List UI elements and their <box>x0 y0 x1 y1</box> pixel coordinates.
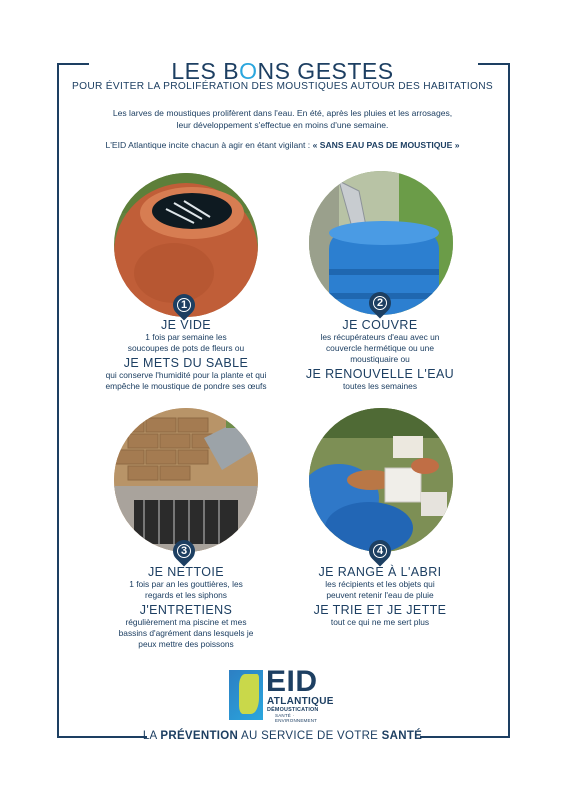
step-4-subheading: JE TRIE ET JE JETTE <box>313 603 447 617</box>
step-2-text <box>280 318 480 392</box>
step-2-description: les récupérateurs d'eau avec un couvercle hermétique ou une moustiquaire ou <box>320 332 440 364</box>
tagline-la: LA <box>142 730 161 742</box>
step-4-text <box>280 565 480 628</box>
step-3-heading: JE NETTOIE <box>147 565 224 579</box>
step-1-detail: qui conserve l'humidité pour la plante et qui empêche le moustique de pondre ses œufs <box>105 370 267 391</box>
step-2-detail: toutes les semaines <box>342 381 418 391</box>
frame-left-border <box>57 63 59 738</box>
call-to-action <box>60 140 505 150</box>
storage-illustration <box>309 408 453 552</box>
title-highlight-letter: O <box>239 58 258 84</box>
step-4-description: les récipients et les objets qui peuvent retenir l'eau de pluie <box>325 579 435 600</box>
title-prefix: LES B <box>171 58 240 84</box>
logo-sante-text: SANTÉ · ENVIRONNEMENT <box>275 713 318 723</box>
call-text: L'EID Atlantique incite chacun à agir en étant vigilant : <box>105 140 313 150</box>
step-1-subheading: JE METS DU SABLE <box>123 356 249 370</box>
intro-text: Les larves de moustiques prolifèrent dans l'eau. En été, après les pluies et les arrosages, leur développement s'effectue en moins d'une semaine. <box>112 108 453 130</box>
step-4-detail: tout ce qui ne me sert plus <box>330 617 430 627</box>
slogan: « SANS EAU PAS DE MOUSTIQUE » <box>312 140 460 150</box>
step-2-badge <box>364 287 395 318</box>
step-3-detail: régulièrement ma piscine et mes bassins d'agrément dans lesquels je peux mettre des poissons <box>118 617 254 649</box>
step-1-badge <box>168 289 199 320</box>
storage-photo <box>309 408 453 552</box>
tagline-prevention: PRÉVENTION <box>160 730 239 742</box>
tagline-sante: SANTÉ <box>381 730 423 742</box>
step-1-heading: JE VIDE <box>160 318 212 332</box>
step-3-text <box>86 565 286 650</box>
step-4-badge <box>364 535 395 566</box>
step-2-number: 2 <box>376 297 384 309</box>
tagline-middle: AU SERVICE DE VOTRE <box>238 730 382 742</box>
logo-map-mark <box>229 670 263 720</box>
step-3-number: 3 <box>180 545 188 557</box>
step-1-text <box>86 318 286 392</box>
logo-eid-text: EID <box>266 665 318 698</box>
step-2-heading: JE COUVRE <box>342 318 418 332</box>
page-subtitle: POUR ÉVITER LA PROLIFÉRATION DES MOUSTIQUES AUTOUR DES HABITATIONS <box>72 81 493 92</box>
step-1-number: 1 <box>180 299 188 311</box>
drain-illustration <box>114 408 258 552</box>
step-2-subheading: JE RENOUVELLE L'EAU <box>305 367 455 381</box>
logo-coastline <box>239 674 259 714</box>
tagline <box>0 730 565 742</box>
logo-demoustication-text: DÉMOUSTICATION <box>267 707 319 713</box>
eid-logo <box>229 665 337 723</box>
drain-photo <box>114 408 258 552</box>
step-4-heading: JE RANGE À L'ABRI <box>318 565 442 579</box>
logo-atlantique-text: ATLANTIQUE <box>267 696 334 707</box>
title-suffix: NS GESTES <box>257 58 394 84</box>
step-3-subheading: J'ENTRETIENS <box>139 603 233 617</box>
step-4-number: 4 <box>376 545 384 557</box>
step-1-description: 1 fois par semaine les soucoupes de pots de fleurs ou <box>127 332 245 353</box>
step-3-description: 1 fois par an les gouttières, les regards et les siphons <box>129 579 243 600</box>
frame-right-border <box>508 63 510 738</box>
step-3-badge <box>168 535 199 566</box>
